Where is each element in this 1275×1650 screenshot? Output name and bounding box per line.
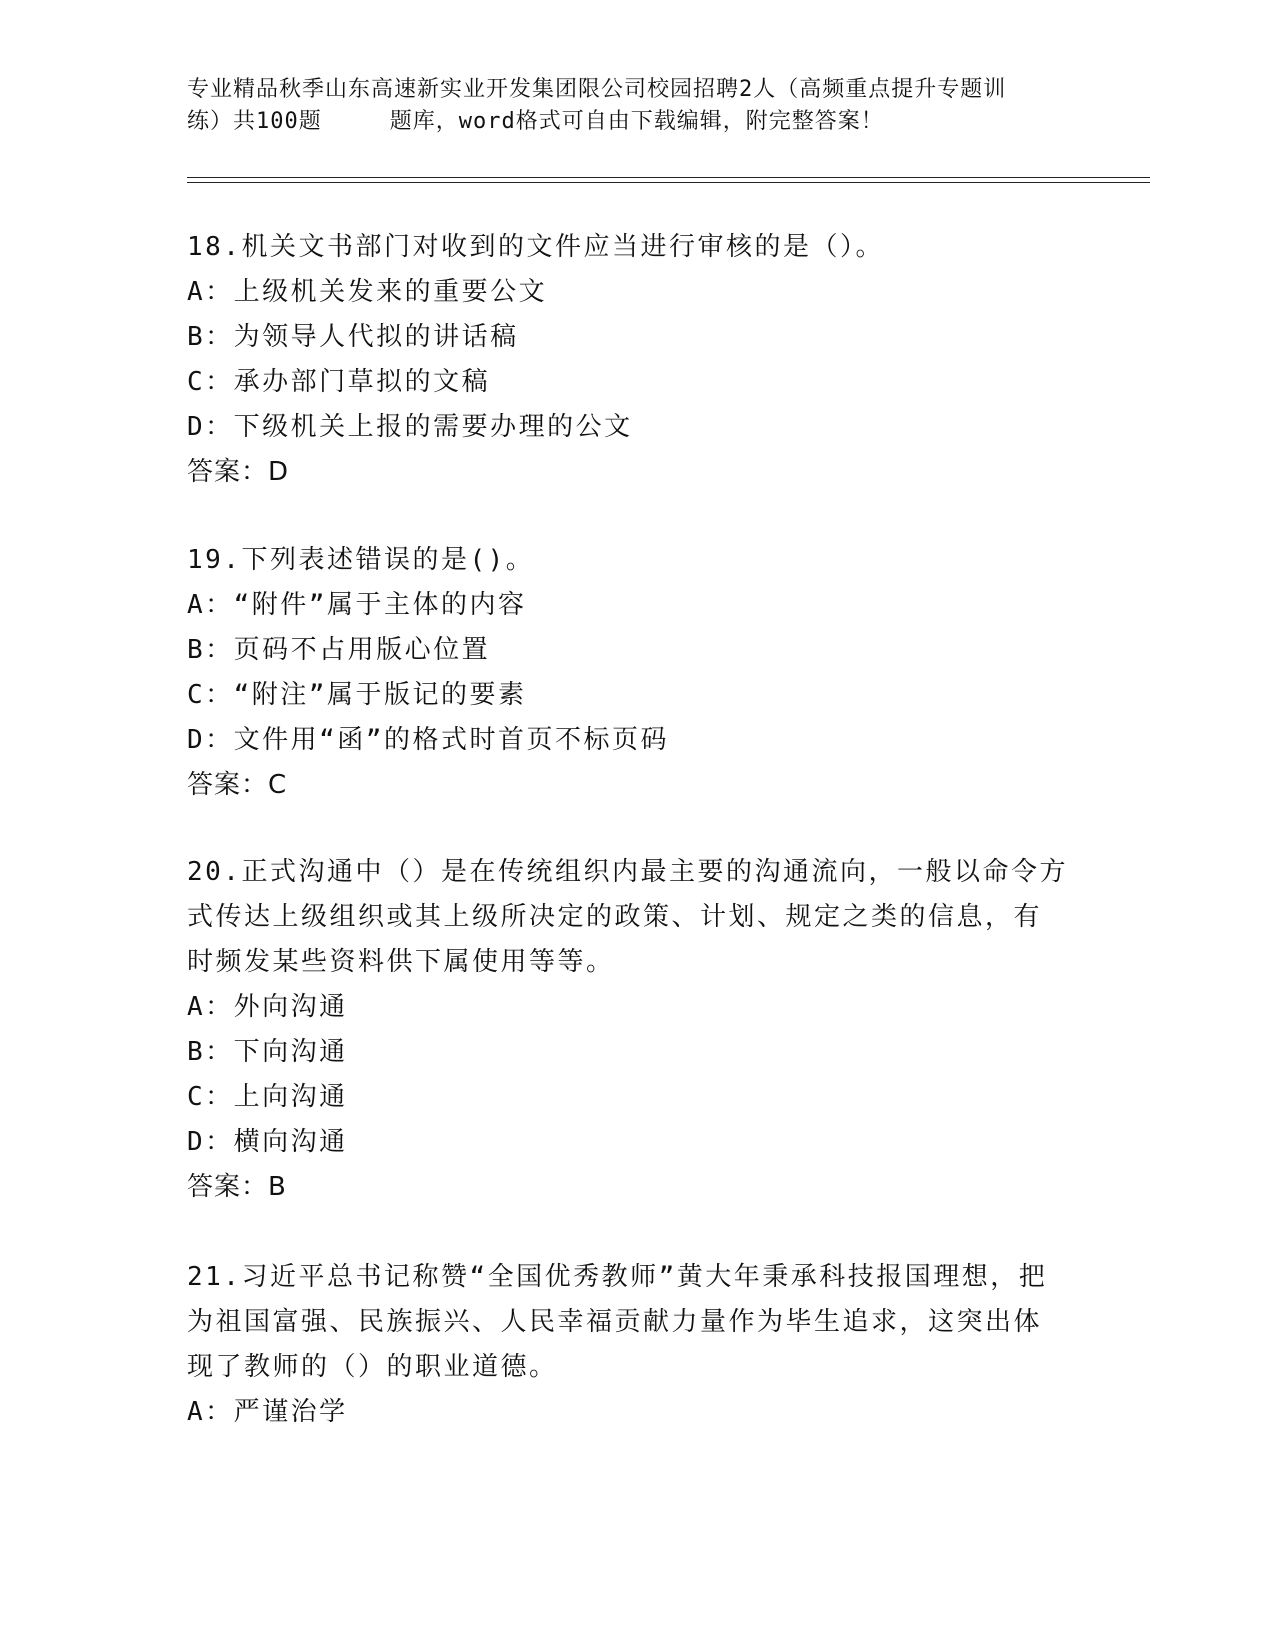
- answer-line: 答案：C: [187, 770, 288, 800]
- answer-line: 答案：B: [187, 1172, 287, 1202]
- option-b: B：下向沟通: [187, 1037, 348, 1067]
- question-stem-line: 21.习近平总书记称赞“全国优秀教师”黄大年秉承科技报国理想，把: [187, 1262, 1048, 1292]
- option-c: C：承办部门草拟的文稿: [187, 367, 491, 397]
- question-21: [187, 1255, 1087, 1435]
- question-stem-line: 18.机关文书部门对收到的文件应当进行审核的是（）。: [187, 232, 884, 262]
- answer-line: 答案：D: [187, 457, 290, 487]
- question-stem-line: 19.下列表述错误的是()。: [187, 545, 535, 575]
- question-stem: [187, 1255, 1087, 1390]
- option-b: B：页码不占用版心位置: [187, 635, 491, 665]
- question-stem-line: 现了教师的（）的职业道德。: [187, 1352, 558, 1382]
- option-a: A：严谨治学: [187, 1397, 348, 1427]
- option-b: B：为领导人代拟的讲话稿: [187, 322, 519, 352]
- question-stem-line: 式传达上级组织或其上级所决定的政策、计划、规定之类的信息，有: [187, 902, 1043, 932]
- question-stem-line: 20.正式沟通中（）是在传统组织内最主要的沟通流向，一般以命令方: [187, 857, 1068, 887]
- question-stem: [187, 225, 1087, 270]
- option-a: A：上级机关发来的重要公文: [187, 277, 548, 307]
- question-stem-line: 为祖国富强、民族振兴、人民幸福贡献力量作为毕生追求，这突出体: [187, 1307, 1043, 1337]
- header-title-line-2: [187, 106, 1097, 138]
- question-stem: [187, 538, 1087, 583]
- header-title-line-1: 专业精品秋季山东高速新实业开发集团限公司校园招聘2人（高频重点提升专题训: [187, 77, 1007, 102]
- header-title-line-2-part-2: 题库，word格式可自由下载编辑，附完整答案！: [389, 109, 884, 134]
- question-stem-line: 时频发某些资料供下属使用等等。: [187, 947, 615, 977]
- option-c: C：“附注”属于版记的要素: [187, 680, 527, 710]
- question-20: [187, 850, 1087, 1210]
- document-header: [187, 74, 1097, 138]
- question-18: [187, 225, 1087, 495]
- header-title-line-2-part-1: 练）共100题: [187, 109, 322, 134]
- header-double-rule: [187, 177, 1150, 183]
- option-a: A：外向沟通: [187, 992, 348, 1022]
- question-19: [187, 538, 1087, 808]
- option-c: C：上向沟通: [187, 1082, 348, 1112]
- question-stem: [187, 850, 1087, 985]
- option-a: A：“附件”属于主体的内容: [187, 590, 527, 620]
- option-d: D：下级机关上报的需要办理的公文: [187, 412, 633, 442]
- option-d: D：文件用“函”的格式时首页不标页码: [187, 725, 669, 755]
- option-d: D：横向沟通: [187, 1127, 348, 1157]
